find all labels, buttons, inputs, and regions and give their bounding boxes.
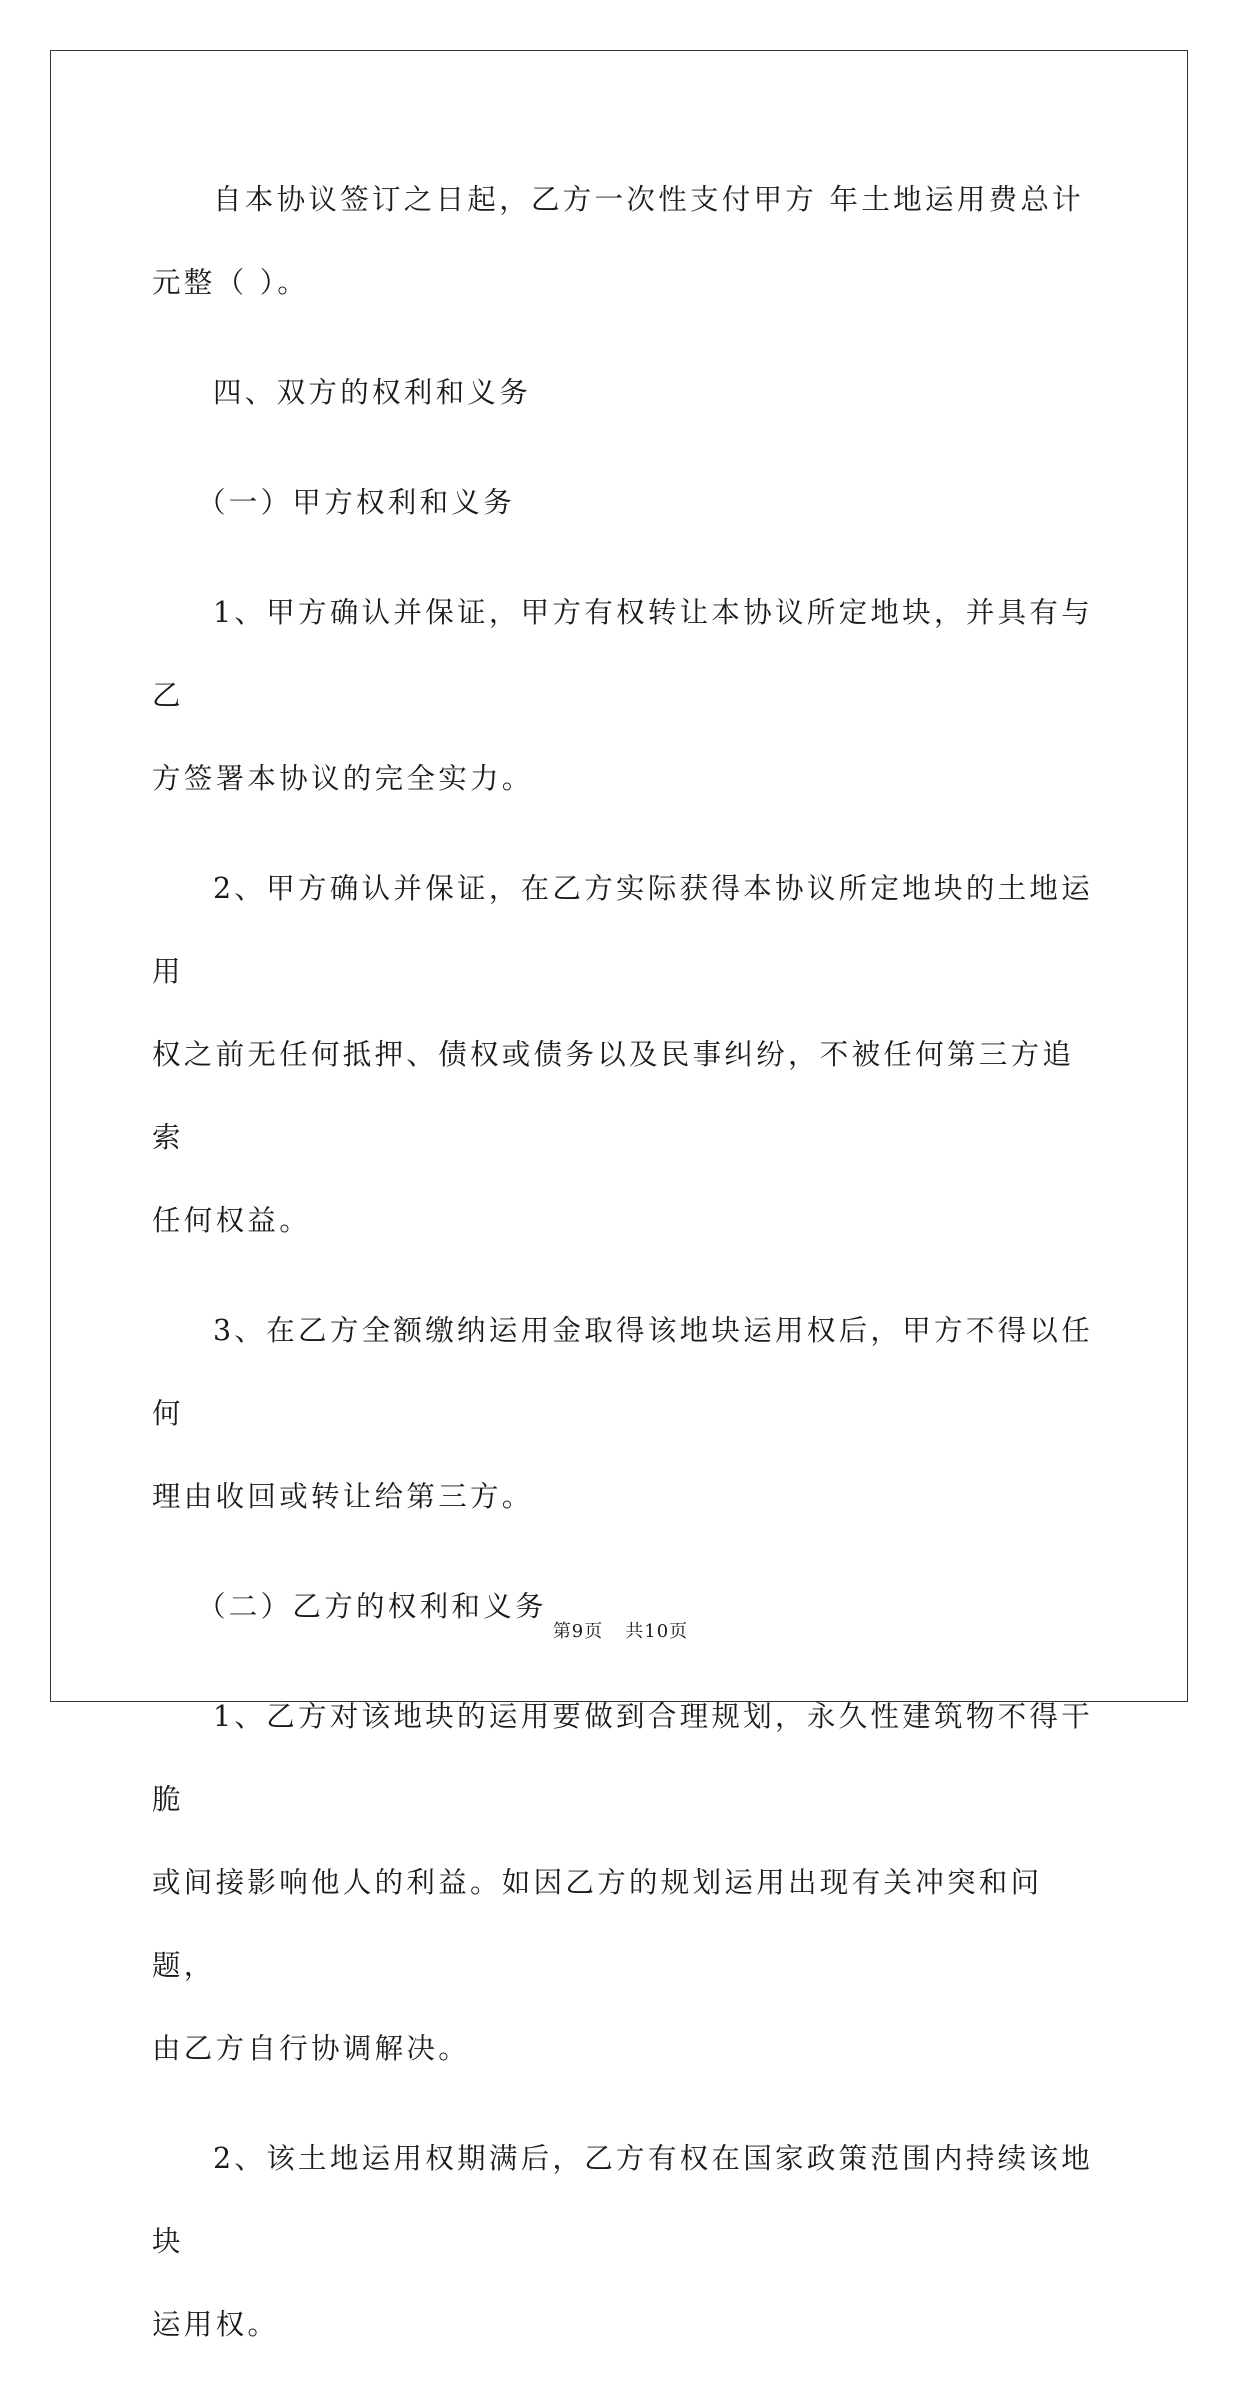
- paragraph-a-2: [152, 847, 1097, 1262]
- text-line: （一）甲方权利和义务: [197, 486, 516, 519]
- text-line: 1、甲方确认并保证，甲方有权转让本协议所定地块，并具有与乙: [152, 596, 1094, 712]
- text-line: 理由收回或转让给第三方。: [152, 1480, 534, 1513]
- text-line: （二）乙方的权利和义务: [197, 1590, 547, 1623]
- page-number: 第9页: [552, 1621, 604, 1642]
- text-line: 2、甲方确认并保证，在乙方实际获得本协议所定地块的土地运用: [152, 872, 1094, 988]
- paragraph-a-1: [152, 571, 1097, 820]
- page-footer: [0, 1617, 1241, 1643]
- paragraph-b-1: [152, 1675, 1097, 2090]
- text-line: 自本协议签订之日起，乙方一次性支付甲方 年土地运用费总计: [213, 183, 1084, 216]
- text-line: 任何权益。: [152, 1204, 312, 1237]
- text-line: 2、该土地运用权期满后，乙方有权在国家政策范围内持续该地块: [152, 2142, 1094, 2258]
- subsection-heading-party-a: [152, 461, 1097, 544]
- text-line: 或间接影响他人的利益。如因乙方的规划运用出现有关冲突和问题，: [152, 1866, 1043, 1982]
- paragraph-a-3: [152, 1289, 1097, 1538]
- text-line: 3、在乙方全额缴纳运用金取得该地块运用权后，甲方不得以任何: [152, 1314, 1094, 1430]
- paragraph-payment: [152, 158, 1097, 324]
- document-body: [152, 158, 1097, 2393]
- section-heading-rights: [152, 351, 1097, 434]
- text-line: 元整（ ）。: [152, 266, 310, 299]
- paragraph-b-2: [152, 2117, 1097, 2366]
- text-line: 四、双方的权利和义务: [213, 376, 532, 409]
- text-line: 运用权。: [152, 2308, 280, 2341]
- text-line: 1、乙方对该地块的运用要做到合理规划，永久性建筑物不得干脆: [152, 1700, 1094, 1816]
- text-line: 方签署本协议的完全实力。: [152, 762, 534, 795]
- text-line: 权之前无任何抵押、债权或债务以及民事纠纷，不被任何第三方追索: [152, 1038, 1075, 1154]
- text-line: 由乙方自行协调解决。: [152, 2032, 471, 2065]
- page-total: 共10页: [625, 1621, 689, 1642]
